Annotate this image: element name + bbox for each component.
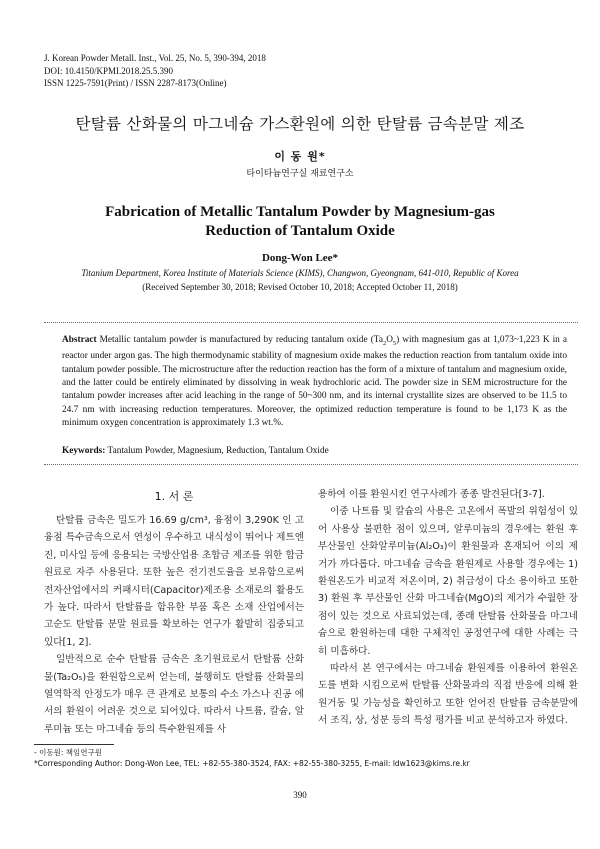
right-column	[318, 486, 578, 730]
journal-citation: J. Korean Powder Metall. Inst., Vol. 25, No. 5, 390-394, 2018	[44, 53, 266, 63]
left-paragraph-1: 탄탈륨 금속은 밀도가 16.69 g/cm³, 융점이 3,290K 인 고융점 특수금속으로서 연성이 우수하고 내식성이 뛰어나 제트엔진, 미사일 등에 응용되는 국방산업용 초합금 제조를 위한 합금원료로 자주 사용된다. 또한 높은 전기전도율을 보유함으로써 전자산업에서의 커패시터(Capacitor)제조용 소재로의 활용도가 높다. 따라서 탄탈륨을 함유한 부품 혹은 소재 산업에서는 고순도 탄탈륨 분말 원료를 확보하는 연구가 활발히 집중되고 있다[1, 2].	[44, 515, 304, 648]
right-paragraph-3: 따라서 본 연구에서는 마그네슘 환원제를 이용하여 환원온도를 변화 시킴으로써 탄탈륨 산화물과의 직접 반응에 의해 환원거동 및 가능성을 확인하고 또한 얻어진 탄탈륨 금속분말에서 조직, 상, 성분 등의 특성 평가를 비교 분석하고자 하였다.	[318, 663, 578, 727]
issn-line: ISSN 1225-7591(Print) / ISSN 2287-8173(Online)	[44, 78, 227, 88]
abstract-text-2: O	[386, 335, 393, 345]
left-paragraph-2: 일반적으로 순수 탄탈륨 금속은 초기원료로서 탄탈륨 산화물(Ta₂O₅)을 환원함으로써 얻는데, 불행히도 탄탈륨 산화물의 열역학적 안정도가 매우 큰 관계로 보통의 수소 가스나 진공 에서의 환원이 어려운 것으로 되어있다. 따라서 나트륨, 칼슘, 알루미늄 또는 마그네슘 등의 특수환원제를 사	[44, 654, 304, 735]
abstract-label: Abstract	[62, 335, 97, 345]
english-affiliation: Titanium Department, Korea Institute of Materials Science (KIMS), Changwon, Gyeongnam, 641-010, Republic of Korea	[81, 268, 519, 278]
page-number: 390	[293, 790, 307, 800]
right-paragraph-2: 이중 나트륨 및 칼슘의 사용은 고온에서 폭발의 위험성이 있어 사용상 불편한 점이 있으며, 알루미늄의 경우에는 환원 후 부산물인 산화알루미늄(Al₂O₃)이 환원물과 혼재되어 이의 제거가 까다롭다. 마그네슘 금속을 환원제로 사용할 경우에는 1) 환원온도가 비교적 저온이며, 2) 취급성이 다소 용이하고 또한 3) 환원 후 부산물인 산화 마그네슘(MgO)의 제거가 수월한 장점이 있는 것으로 사료되었는데, 종래 탄탈륨 산화물을 마그네슘으로 환원하는데 대한 구체적인 공정연구에 대한 사례는 극히 미흡하다.	[318, 506, 578, 657]
right-paragraph-1: 용하여 이를 환원시킨 연구사례가 종종 발견된다[3-7].	[318, 489, 545, 500]
keywords	[62, 446, 567, 456]
english-author: Dong-Won Lee*	[261, 252, 339, 264]
left-column	[44, 512, 304, 738]
abstract-sub-2: 5	[392, 339, 397, 347]
abstract	[62, 334, 567, 431]
keywords-label: Keywords:	[62, 446, 106, 456]
footnote-position: - 이동원: 책임연구원	[34, 748, 102, 757]
korean-title: 탄탈륨 산화물의 마그네슘 가스환원에 의한 탄탈륨 금속분말 제조	[75, 115, 525, 133]
korean-author: 이 동 원*	[274, 150, 326, 163]
received-dates: (Received September 30, 2018; Revised October 10, 2018; Accepted October 11, 2018)	[142, 282, 458, 292]
footnote	[34, 747, 470, 769]
abstract-sub-1: 2	[382, 339, 387, 347]
korean-affiliation: 타이타늄연구실 재료연구소	[246, 169, 354, 179]
abstract-text-1: Metallic tantalum powder is manufactured by reducing tantalum oxide (Ta	[96, 335, 383, 345]
english-title-line2: Reduction of Tantalum Oxide	[205, 223, 395, 239]
doi-line: DOI: 10.4150/KPMI.2018.25.5.390	[44, 65, 174, 76]
abstract-top-divider	[44, 322, 578, 323]
section-heading-introduction: 1. 서 론	[154, 490, 194, 503]
english-title-line1: Fabrication of Metallic Tantalum Powder by Magnesium-gas	[105, 204, 495, 220]
footnote-divider	[34, 744, 114, 745]
journal-header	[44, 52, 266, 90]
abstract-text-3: ) with magnesium gas at 1,073~1,223 K in a reactor under argon gas. The high thermodynamic stability of magnesium oxide makes the reduction reaction from tantalum oxide into tantalum powder possible. The microstructure after the reduction reaction has the form of a mixture of tantalum and magnesium oxide, and the latter could be entirely eliminated by dissolving in weak hydrochloric acid. The powder size in SEM microstructure for the tantalum powder increases after acid leaching in the range of 50~300 nm, and its internal crystallite sizes are observed to be 11.5 to 24.7 nm with increasing reduction temperatures. Moreover, the optimized reduction temperature is found to be 1,173 K as the minimum oxygen concentration is approximately 1.3 wt.%.	[62, 335, 567, 429]
english-title	[0, 203, 600, 241]
footnote-corresponding-author: *Corresponding Author: Dong-Won Lee, TEL: +82-55-380-3524, FAX: +82-55-380-3255, E-mail: ldw1623@kims.re.kr	[34, 759, 470, 768]
keywords-text: Tantalum Powder, Magnesium, Reduction, Tantalum Oxide	[105, 446, 329, 456]
abstract-bottom-divider	[44, 464, 578, 465]
